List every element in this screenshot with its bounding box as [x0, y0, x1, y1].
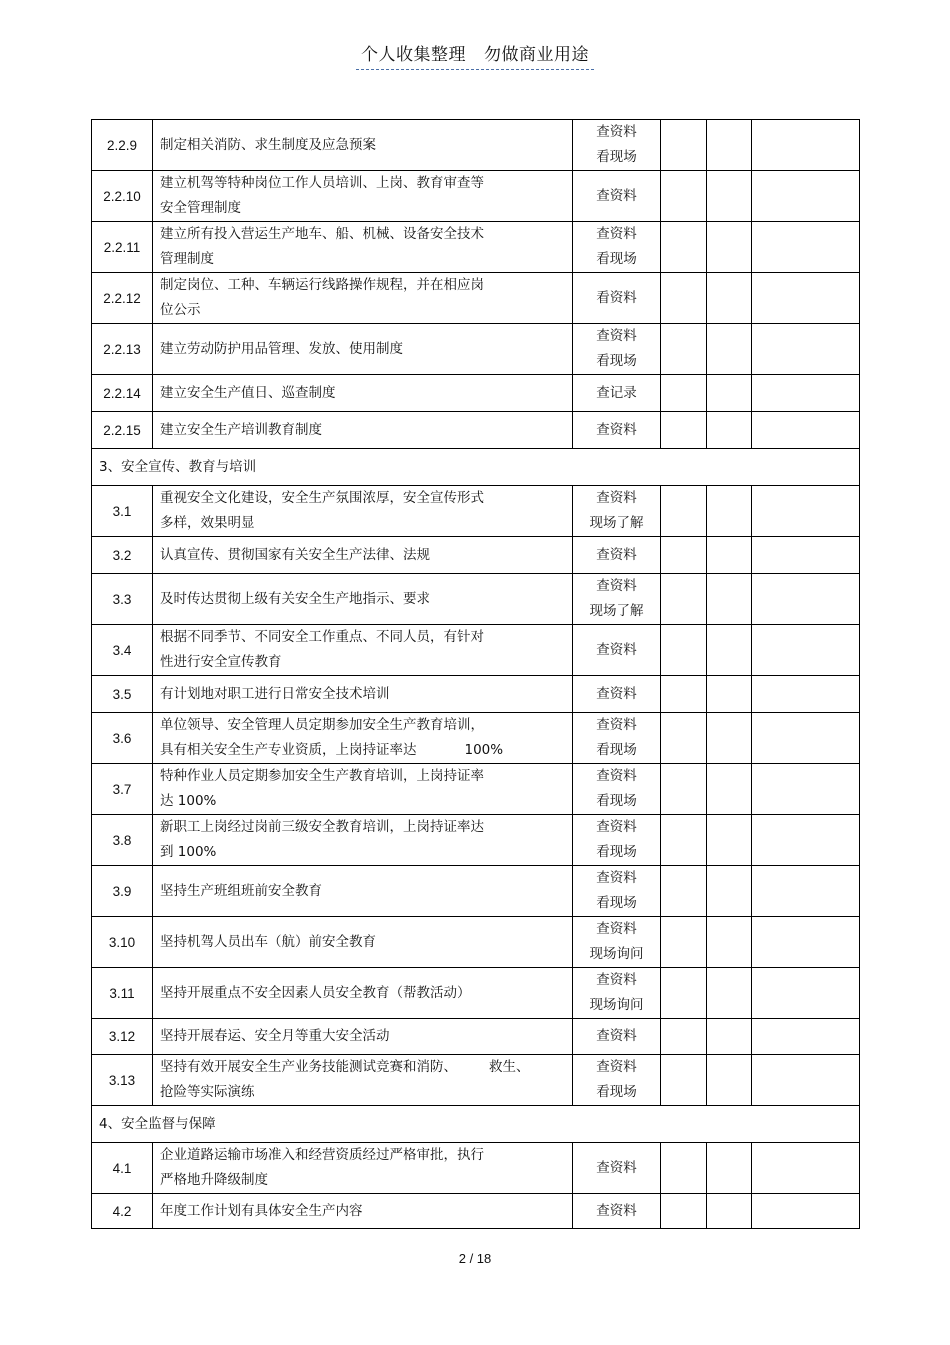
row-method: 查资料 看现场: [573, 1055, 661, 1106]
page-number: 2 / 18: [458, 1251, 492, 1266]
row-method: 查资料: [573, 537, 661, 574]
row-method: 查资料 现场了解: [573, 486, 661, 537]
row-item: 及时传达贯彻上级有关安全生产地指示、要求: [153, 574, 573, 625]
section-row: [92, 449, 860, 486]
table-row: [92, 1143, 860, 1194]
row-number: 2.2.14: [92, 375, 153, 412]
row-item: 坚持机驾人员出车（航）前安全教育: [153, 917, 573, 968]
row-item: 特种作业人员定期参加安全生产教育培训，上岗持证率 达 100%: [153, 764, 573, 815]
row-item: 建立劳动防护用品管理、发放、使用制度: [153, 324, 573, 375]
row-method: 查资料: [573, 1194, 661, 1229]
row-number: 3.2: [92, 537, 153, 574]
table-row: [92, 676, 860, 713]
row-method: 查资料: [573, 412, 661, 449]
row-number: 3.10: [92, 917, 153, 968]
section-row: [92, 1106, 860, 1143]
table-row: [92, 1019, 860, 1055]
table-row: [92, 625, 860, 676]
row-number: 2.2.13: [92, 324, 153, 375]
table-row: [92, 917, 860, 968]
table-row: [92, 815, 860, 866]
table-row: [92, 574, 860, 625]
row-method: 查资料 看现场: [573, 866, 661, 917]
table-row: [92, 764, 860, 815]
row-method: 查资料 现场询问: [573, 917, 661, 968]
row-number: 2.2.10: [92, 171, 153, 222]
checklist-table: [91, 119, 860, 1229]
row-item: 企业道路运输市场准入和经营资质经过严格审批，执行 严格地升降级制度: [153, 1143, 573, 1194]
row-item: 制定相关消防、求生制度及应急预案: [153, 120, 573, 171]
row-item: 建立安全生产培训教育制度: [153, 412, 573, 449]
row-number: 3.13: [92, 1055, 153, 1106]
row-method: 查资料: [573, 1019, 661, 1055]
row-number: 3.6: [92, 713, 153, 764]
row-method: 查资料: [573, 1143, 661, 1194]
row-number: 4.1: [92, 1143, 153, 1194]
row-method: 查资料 看现场: [573, 222, 661, 273]
row-item: 根据不同季节、不同安全工作重点、不同人员，有针对 性进行安全宣传教育: [153, 625, 573, 676]
row-item: 单位领导、安全管理人员定期参加安全生产教育培训， 具有相关安全生产专业资质，上岗持证率达 100%: [153, 713, 573, 764]
row-number: 2.2.15: [92, 412, 153, 449]
row-number: 3.11: [92, 968, 153, 1019]
row-item: 制定岗位、工种、车辆运行线路操作规程，并在相应岗 位公示: [153, 273, 573, 324]
row-number: 3.5: [92, 676, 153, 713]
page-header: [356, 40, 594, 70]
row-number: 3.12: [92, 1019, 153, 1055]
row-number: 3.3: [92, 574, 153, 625]
row-method: 查资料 现场询问: [573, 968, 661, 1019]
table-row: [92, 375, 860, 412]
row-item: 建立所有投入营运生产地车、船、机械、设备安全技术 管理制度: [153, 222, 573, 273]
row-method: 查记录: [573, 375, 661, 412]
row-item: 坚持有效开展安全生产业务技能测试竞赛和消防、 救生、 抢险等实际演练: [153, 1055, 573, 1106]
row-number: 3.1: [92, 486, 153, 537]
row-item: 有计划地对职工进行日常安全技术培训: [153, 676, 573, 713]
table-row: [92, 1194, 860, 1229]
row-item: 重视安全文化建设，安全生产氛围浓厚，安全宣传形式 多样，效果明显: [153, 486, 573, 537]
row-method: 查资料 看现场: [573, 815, 661, 866]
row-number: 3.7: [92, 764, 153, 815]
table-row: [92, 486, 860, 537]
header-text-1: 个人收集整理: [361, 45, 466, 65]
table-row: [92, 713, 860, 764]
row-method: 查资料 看现场: [573, 713, 661, 764]
section-title: 3、安全宣传、教育与培训: [92, 449, 860, 486]
row-item: 年度工作计划有具体安全生产内容: [153, 1194, 573, 1229]
row-number: 3.9: [92, 866, 153, 917]
row-item: 认真宣传、贯彻国家有关安全生产法律、法规: [153, 537, 573, 574]
row-number: 2.2.9: [92, 120, 153, 171]
row-item: 坚持开展重点不安全因素人员安全教育（帮教活动）: [153, 968, 573, 1019]
row-method: 看资料: [573, 273, 661, 324]
table-row: [92, 1055, 860, 1106]
table-row: [92, 537, 860, 574]
table-row: [92, 273, 860, 324]
row-method: 查资料 看现场: [573, 764, 661, 815]
row-item: 坚持生产班组班前安全教育: [153, 866, 573, 917]
row-number: 4.2: [92, 1194, 153, 1229]
section-title: 4、安全监督与保障: [92, 1106, 860, 1143]
row-number: 2.2.11: [92, 222, 153, 273]
row-method: 查资料: [573, 171, 661, 222]
row-item: 坚持开展春运、安全月等重大安全活动: [153, 1019, 573, 1055]
table-row: [92, 222, 860, 273]
header-text-2: 勿做商业用途: [484, 45, 589, 65]
table-row: [92, 324, 860, 375]
row-item: 新职工上岗经过岗前三级安全教育培训，上岗持证率达 到 100%: [153, 815, 573, 866]
row-number: 3.4: [92, 625, 153, 676]
row-number: 2.2.12: [92, 273, 153, 324]
row-method: 查资料 现场了解: [573, 574, 661, 625]
row-method: 查资料 看现场: [573, 324, 661, 375]
row-item: 建立机驾等特种岗位工作人员培训、上岗、教育审查等 安全管理制度: [153, 171, 573, 222]
row-method: 查资料: [573, 676, 661, 713]
table-row: [92, 120, 860, 171]
table-row: [92, 968, 860, 1019]
row-method: 查资料 看现场: [573, 120, 661, 171]
table-row: [92, 866, 860, 917]
row-number: 3.8: [92, 815, 153, 866]
table-row: [92, 171, 860, 222]
row-method: 查资料: [573, 625, 661, 676]
table-row: [92, 412, 860, 449]
row-item: 建立安全生产值日、巡查制度: [153, 375, 573, 412]
